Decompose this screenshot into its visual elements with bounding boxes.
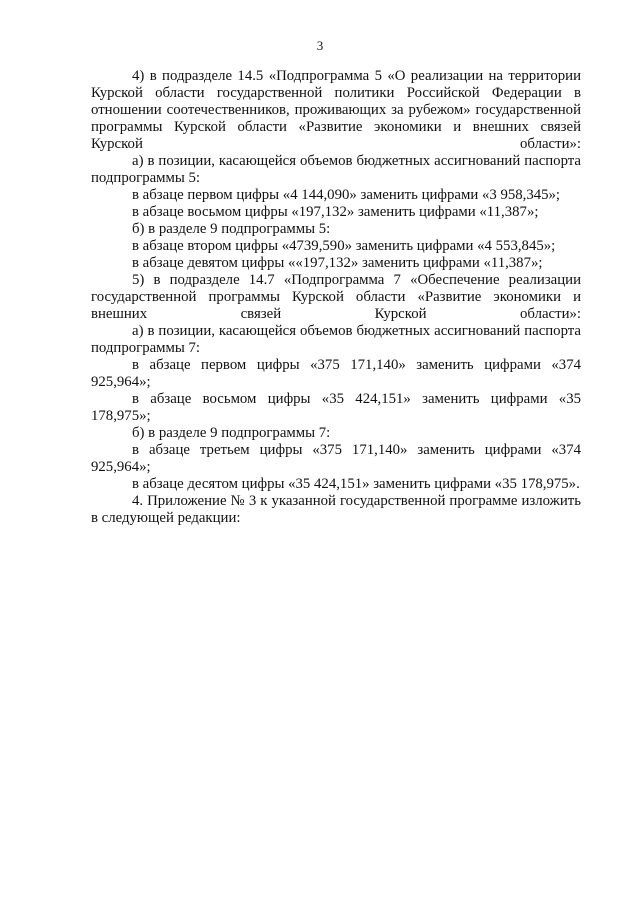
paragraph-subprogram-5-abz-1: в абзаце первом цифры «4 144,090» заменить цифрами «3 958,345»; <box>132 187 561 203</box>
paragraph-subprogram-5-section-9-abz-2: в абзаце втором цифры «4739,590» заменить цифрами «4 553,845»; <box>132 238 556 254</box>
paragraph-subprogram-7-passport: а) в позиции, касающейся объемов бюджетных ассигнований паспорта подпрограммы 7: <box>91 323 581 356</box>
paragraph-subprogram-7-section-9: б) в разделе 9 подпрограммы 7: <box>132 425 331 441</box>
paragraph-subprogram-7-abz-8: в абзаце восьмом цифры «35 424,151» заменить цифрами «35 178,975»; <box>91 391 581 424</box>
paragraph-subprogram-5-section-9-abz-9: в абзаце девятом цифры ««197,132» заменить цифрами «11,387»; <box>132 255 543 271</box>
paragraph-subprogram-7-section-9-abz-3: в абзаце третьем цифры «375 171,140» заменить цифрами «374 925,964»; <box>91 442 581 475</box>
paragraph-subprogram-5-abz-8: в абзаце восьмом цифры «197,132» заменить цифрами «11,387»; <box>132 204 539 220</box>
document-body <box>91 68 581 527</box>
paragraph-subprogram-7-abz-1: в абзаце первом цифры «375 171,140» заменить цифрами «374 925,964»; <box>91 357 581 390</box>
paragraph-item-4-subsection-14-5: 4) в подразделе 14.5 «Подпрограмма 5 «О реализации на территории Курской области государственной политики Российской Федерации в отношении соотечественников, проживающих за рубежом» государственной программы Курской области «Развитие экономики и внешних связей Курской области»: <box>91 68 581 152</box>
paragraph-item-5-subsection-14-7: 5) в подразделе 14.7 «Подпрограмма 7 «Обеспечение реализации государственной программы Курской области «Развитие экономики и внешних связей Курской области»: <box>91 272 581 322</box>
paragraph-subprogram-5-passport: а) в позиции, касающейся объемов бюджетных ассигнований паспорта подпрограммы 5: <box>91 153 581 186</box>
paragraph-subprogram-5-section-9: б) в разделе 9 подпрограммы 5: <box>132 221 331 237</box>
paragraph-subprogram-7-section-9-abz-10: в абзаце десятом цифры «35 424,151» заменить цифрами «35 178,975». <box>132 476 580 492</box>
paragraph-item-4-appendix-3: 4. Приложение № 3 к указанной государственной программе изложить в следующей редакции: <box>91 493 581 526</box>
page-number: 3 <box>316 38 324 53</box>
